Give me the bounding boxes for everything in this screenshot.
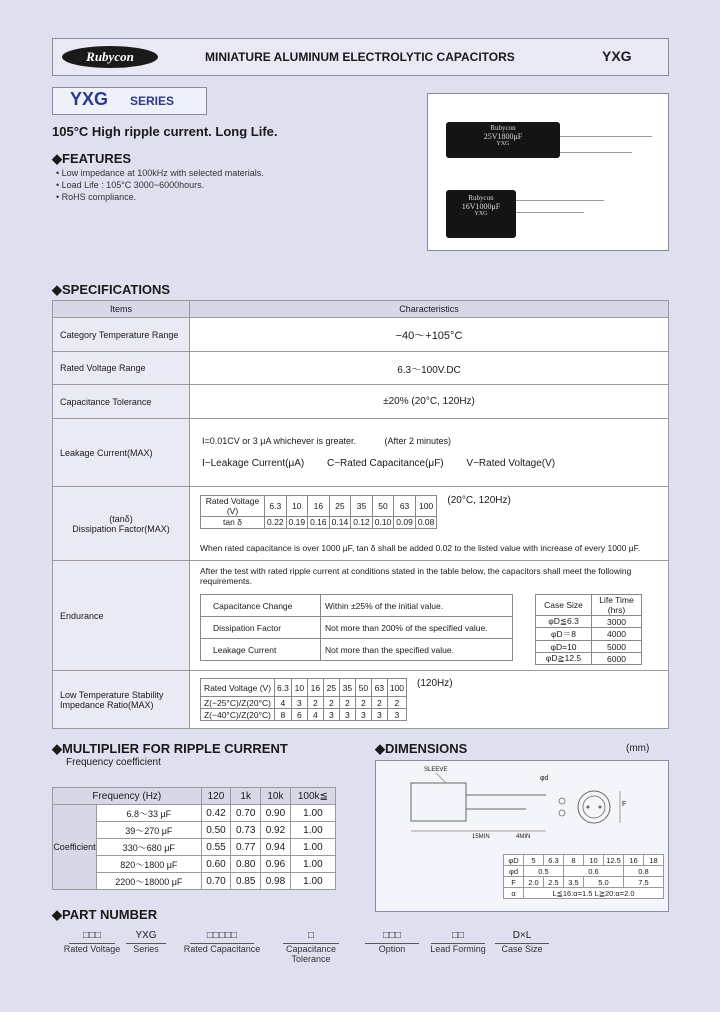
- feature-item: • RoHS compliance.: [56, 192, 137, 202]
- specifications-title: ◆SPECIFICATIONS: [52, 282, 171, 297]
- coef-value: 0.80: [231, 856, 261, 873]
- part-rated-capacitance: □□□□□ Rated Capacitance: [183, 930, 261, 954]
- lt-voltage: 100: [387, 679, 406, 697]
- end-val: Not more than the specified value.: [321, 639, 513, 661]
- df-voltage: 50: [372, 495, 394, 516]
- leakage-i-def: I−Leakage Current(μA): [202, 458, 305, 469]
- life-case: φD≦6.3: [536, 616, 592, 628]
- specifications-table: [52, 300, 669, 729]
- life-time-header: Life Time (hrs): [592, 595, 642, 616]
- lt-value: 8: [275, 709, 292, 721]
- alpha-value: L≦16:α=1.5 L≧20:α=2.0: [524, 888, 664, 899]
- min-length-label: 4MIN: [516, 834, 531, 840]
- coef-value: 0.42: [201, 805, 231, 822]
- freq-col: 120: [201, 788, 231, 805]
- category-temp-label: Category Temperature Range: [53, 318, 190, 352]
- cap-tolerance-value: ±20% (20°C, 120Hz): [190, 385, 669, 419]
- lt-row1-label: Z(−25°C)/Z(20°C): [201, 697, 275, 709]
- capacitor-small-image: Rubycon 16V1000μF YXG: [446, 190, 516, 238]
- lead-line: [516, 200, 604, 201]
- freq-col: 10k: [261, 788, 291, 805]
- life-hrs: 6000: [592, 653, 642, 665]
- rated-voltage-label: Rated Voltage Range: [53, 352, 190, 385]
- endurance-label: Endurance: [53, 561, 190, 671]
- coef-value: 0.98: [261, 873, 291, 890]
- lt-voltage: 10: [291, 679, 307, 697]
- df-condition: (20°C, 120Hz): [447, 494, 511, 506]
- lead-length-label: 15MIN: [472, 834, 490, 840]
- coef-value: 0.96: [261, 856, 291, 873]
- ripple-subtitle: Frequency coefficient: [66, 757, 161, 768]
- dimensions-unit: (mm): [626, 743, 650, 754]
- rated-voltage-value: 6.3～100V.DC: [190, 352, 669, 385]
- df-value: 0.16: [308, 516, 330, 528]
- lt-voltage: 63: [371, 679, 387, 697]
- lead-line: [516, 212, 584, 213]
- df-value: 0.14: [329, 516, 351, 528]
- leakage-v-def: V−Rated Voltage(V): [466, 458, 556, 469]
- coef-value: 0.94: [261, 839, 291, 856]
- cap-range: 820～1800 μF: [97, 856, 202, 873]
- phiD-value: 5: [524, 855, 544, 866]
- df-note: When rated capacitance is over 1000 μF, tan δ shall be added 0.02 to the listed value with increase of every 1000 μF.: [200, 542, 641, 553]
- series-code-header: YXG: [602, 48, 632, 64]
- f-label: F: [504, 877, 524, 888]
- phiD-value: 18: [644, 855, 664, 866]
- life-hrs: 4000: [592, 628, 642, 641]
- brand-logo: Rubycon: [62, 46, 158, 68]
- coef-value: 0.92: [261, 822, 291, 839]
- part-lead-forming: □□ Lead Forming: [430, 930, 486, 954]
- cap-range: 330～680 μF: [97, 839, 202, 856]
- lt-voltage: 35: [339, 679, 355, 697]
- alpha-label: α: [504, 888, 524, 899]
- lt-value: 6: [291, 709, 307, 721]
- df-voltage: 100: [415, 495, 437, 516]
- coef-value: 0.60: [201, 856, 231, 873]
- df-voltage: 35: [351, 495, 373, 516]
- phid-drawing-label: φd: [540, 775, 549, 782]
- df-table: [200, 495, 437, 529]
- capacitor-large-image: Rubycon 25V1800μF YXG: [446, 122, 560, 158]
- phid-label: φd: [504, 866, 524, 877]
- life-hrs: 3000: [592, 616, 642, 628]
- features-list: [56, 167, 264, 203]
- lt-value: 2: [387, 697, 406, 709]
- freq-col: 1k: [231, 788, 261, 805]
- df-rv-label: Rated Voltage (V): [201, 495, 265, 516]
- sleeve-label: SLEEVE: [424, 767, 448, 773]
- phiD-value: 6.3: [544, 855, 564, 866]
- end-key: Leakage Current: [201, 639, 321, 661]
- part-number-title: ◆PART NUMBER: [52, 907, 158, 922]
- lt-row2-label: Z(−40°C)/Z(20°C): [201, 709, 275, 721]
- items-header: Items: [53, 301, 190, 318]
- page-title: MINIATURE ALUMINUM ELECTROLYTIC CAPACITORS: [205, 50, 515, 64]
- f-value: 2.5: [544, 877, 564, 888]
- df-value: 0.09: [394, 516, 416, 528]
- f-value: 5.0: [584, 877, 624, 888]
- df-value: 0.10: [372, 516, 394, 528]
- lt-value: 3: [339, 709, 355, 721]
- product-photo: [427, 93, 669, 251]
- lt-value: 3: [291, 697, 307, 709]
- lt-value: 3: [387, 709, 406, 721]
- leakage-formula: I=0.01CV or 3 μA whichever is greater.: [202, 436, 357, 446]
- coefficient-label: Coefficient: [53, 805, 97, 890]
- life-case: φD＝8: [536, 628, 592, 641]
- phiD-value: 12.5: [604, 855, 624, 866]
- life-case: φD≧12.5: [536, 653, 592, 665]
- lt-rv-label: Rated Voltage (V): [201, 679, 275, 697]
- ripple-title: ◆MULTIPLIER FOR RIPPLE CURRENT: [52, 741, 288, 756]
- coef-value: 0.55: [201, 839, 231, 856]
- cap-range: 2200～18000 μF: [97, 873, 202, 890]
- df-value: 0.12: [351, 516, 373, 528]
- series-code: YXG: [70, 89, 109, 109]
- feature-item: • Load Life : 105°C 3000~6000hours.: [56, 180, 205, 190]
- lt-value: 2: [371, 697, 387, 709]
- phiD-value: 10: [584, 855, 604, 866]
- lt-value: 4: [275, 697, 292, 709]
- lt-value: 3: [323, 709, 339, 721]
- lead-line: [560, 136, 652, 137]
- phid-value: 0.8: [624, 866, 664, 877]
- phiD-label: φD: [504, 855, 524, 866]
- life-case-header: Case Size: [536, 595, 592, 616]
- dimension-table: [503, 854, 664, 899]
- part-capacitance-tolerance: □ Capacitance Tolerance: [266, 930, 356, 964]
- freq-header: Frequency (Hz): [53, 788, 202, 805]
- coef-value: 0.77: [231, 839, 261, 856]
- freq-col: 100k≦: [290, 788, 335, 805]
- coef-value: 0.73: [231, 822, 261, 839]
- characteristics-header: Characteristics: [190, 301, 669, 318]
- phiD-value: 8: [564, 855, 584, 866]
- part-option: □□□ Option: [360, 930, 424, 954]
- cap-tolerance-label: Capacitance Tolerance: [53, 385, 190, 419]
- f-value: 2.0: [524, 877, 544, 888]
- end-key: Capacitance Change: [201, 595, 321, 617]
- coef-value: 0.90: [261, 805, 291, 822]
- phid-value: 0.6: [564, 866, 624, 877]
- lt-condition: (120Hz): [417, 678, 453, 689]
- coef-value: 0.85: [231, 873, 261, 890]
- lt-label: Low Temperature Stability: [60, 689, 164, 700]
- lt-value: 2: [307, 697, 323, 709]
- lt-voltage: 6.3: [275, 679, 292, 697]
- df-value: 0.19: [286, 516, 308, 528]
- end-key: Dissipation Factor: [201, 617, 321, 639]
- coef-value: 1.00: [290, 873, 335, 890]
- lead-line: [560, 152, 632, 153]
- df-voltage: 16: [308, 495, 330, 516]
- coef-value: 1.00: [290, 822, 335, 839]
- phiD-value: 16: [624, 855, 644, 866]
- df-value: 0.08: [415, 516, 437, 528]
- impedance-ratio-table: [200, 678, 407, 721]
- lt-value: 3: [371, 709, 387, 721]
- f-value: 7.5: [624, 877, 664, 888]
- end-val: Not more than 200% of the specified value.: [321, 617, 513, 639]
- cap-range: 6.8～33 μF: [97, 805, 202, 822]
- cap-range: 39～270 μF: [97, 822, 202, 839]
- leakage-c-def: C−Rated Capacitance(μF): [326, 458, 444, 469]
- f-value: 3.5: [564, 877, 584, 888]
- coef-value: 1.00: [290, 805, 335, 822]
- f-drawing-label: F: [622, 801, 627, 808]
- part-case-size: D×L Case Size: [492, 930, 552, 954]
- coef-value: 1.00: [290, 839, 335, 856]
- phid-value: 0.5: [524, 866, 564, 877]
- df-tan-label: tan δ: [201, 516, 265, 528]
- lt-value: 3: [355, 709, 371, 721]
- end-val: Within ±25% of the initial value.: [321, 595, 513, 617]
- dimension-drawing: [375, 760, 669, 912]
- life-hrs: 5000: [592, 641, 642, 653]
- lt-voltage: 50: [355, 679, 371, 697]
- ripple-table: [52, 787, 336, 890]
- life-time-table: [535, 594, 642, 665]
- coef-value: 0.50: [201, 822, 231, 839]
- lt-label: Impedance Ratio(MAX): [60, 699, 154, 710]
- lt-value: 2: [355, 697, 371, 709]
- coef-value: 0.70: [201, 873, 231, 890]
- endurance-intro: After the test with rated ripple current at conditions stated in the table below, the capacitors shall meet the following requirements.: [200, 566, 632, 586]
- lt-voltage: 25: [323, 679, 339, 697]
- lt-value: 2: [323, 697, 339, 709]
- df-voltage: 10: [286, 495, 308, 516]
- df-value: 0.22: [265, 516, 287, 528]
- coef-value: 1.00: [290, 856, 335, 873]
- df-voltage: 6.3: [265, 495, 287, 516]
- df-voltage: 63: [394, 495, 416, 516]
- features-title: ◆FEATURES: [52, 151, 132, 166]
- part-series: YXG Series: [118, 930, 174, 954]
- feature-item: • Low impedance at 100kHz with selected materials.: [56, 168, 264, 178]
- leakage-label: Leakage Current(MAX): [53, 419, 190, 487]
- category-temp-value: −40～+105°C: [190, 318, 669, 352]
- life-case: φD=10: [536, 641, 592, 653]
- lt-value: 2: [339, 697, 355, 709]
- lt-voltage: 16: [307, 679, 323, 697]
- df-label-tan: (tanδ): [109, 513, 133, 524]
- leakage-after: (After 2 minutes): [384, 436, 452, 446]
- coef-value: 0.70: [231, 805, 261, 822]
- part-rated-voltage: □□□ Rated Voltage: [63, 930, 121, 954]
- df-voltage: 25: [329, 495, 351, 516]
- df-label: Dissipation Factor(MAX): [72, 523, 170, 534]
- endurance-table: [200, 594, 513, 661]
- dimensions-title: ◆DIMENSIONS: [375, 741, 468, 756]
- tagline: 105°C High ripple current. Long Life.: [52, 124, 278, 139]
- lt-value: 4: [307, 709, 323, 721]
- series-word: SERIES: [130, 94, 175, 108]
